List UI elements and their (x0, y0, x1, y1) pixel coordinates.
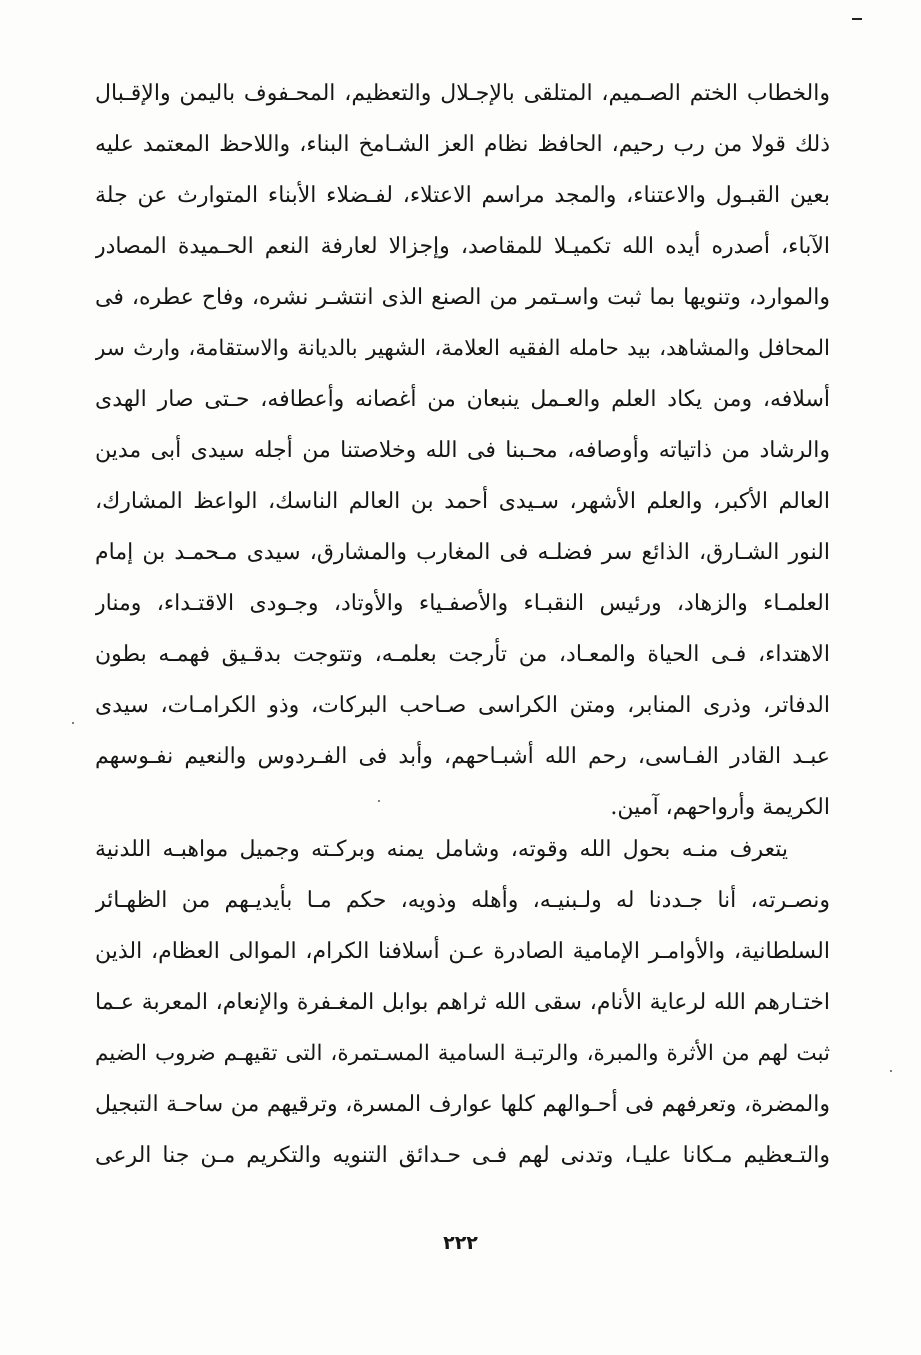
scan-speck (72, 722, 74, 724)
text-line: الدفاتر، وذرى المنابر، ومتن الكراسى صـاحب البركات، وذو الكرامـات، سيدى (95, 693, 830, 718)
text-line: المحافل والمشاهد، بيد حامله الفقيه العلامة، الشهير بالديانة والاستقامة، وارث سر (95, 336, 830, 361)
text-line: الآباء، أصدره أيده الله تكميـلا للمقاصد، وإجزالا لعارفة النعم الحـميدة المصادر (95, 234, 830, 259)
text-line: العالم الأكبر، والعلم الأشهر، سـيدى أحمد بن العالم الناسك، الواعظ المشارك، (95, 489, 830, 514)
text-line: الكريمة وأرواحهم، آمين. (610, 795, 830, 820)
text-line: والمضرة، وتعرفهم فى أحـوالهم كلها عوارف المسرة، وترقيهم من ساحـة التبجيل (95, 1092, 830, 1117)
paragraph-2 (95, 824, 830, 1181)
text-line: ونصـرته، أنا جـددنا له ولـبنيـه، وأهله وذويه، حكم مـا بأيديـهم من الظهـائر (95, 888, 830, 913)
text-line: ثبت لهم من الأثرة والمبرة، والرتبـة السامية المسـتمرة، التى تقيهـم ضروب الضيم (95, 1041, 830, 1066)
text-line: السلطانية، والأوامـر الإمامية الصادرة عـن أسلافنا الكرام، الموالى العظام، الذين (95, 939, 830, 964)
text-line: النور الشـارق، الذائع سر فضلـه فى المغارب والمشارق، سيدى مـحمـد بن إمام (95, 540, 830, 565)
text-line: والموارد، وتنويها بما ثبت واسـتمر من الصنع الذى انتشـر نشره، وفاح عطره، فى (95, 285, 830, 310)
text-line: أسلافه، ومن يكاد العلم والعـمل ينبعان من أغصانه وأعطافه، حـتى صار الهدى (95, 387, 830, 412)
text-line: العلمـاء والزهاد، ورئيس النقبـاء والأصفـياء والأوتاد، وجـودى الاقتـداء، ومنار (95, 591, 830, 616)
text-line: ذلك قولا من رب رحيم، الحافظ نظام العز الشـامخ البناء، واللاحظ المعتمد عليه (95, 132, 830, 157)
page-number: ٢٢٢ (443, 1232, 478, 1254)
text-line: والرشاد من ذاتياته وأوصافه، محـبنا فى الله وخلاصتنا من أجله سيدى أبى مدين (95, 438, 830, 463)
text-line: اختـارهم الله لرعاية الأنام، سقى الله ثراهم بوابل المغـفرة والإنعام، المعربة عـما (95, 990, 830, 1015)
scan-mark (852, 18, 862, 20)
text-line: عبـد القادر الفـاسى، رحم الله أشبـاحهم، وأبد فى الفـردوس والنعيم نفـوسهم (95, 744, 830, 769)
text-line: والخطاب الختم الصـميم، المتلقى بالإجـلال والتعظيم، المحـفوف باليمن والإقـبال (95, 81, 830, 106)
text-line: الاهتداء، فـى الحياة والمعـاد، من تأرجت بعلمـه، وتتوجت بدقـيق فهمـه بطون (95, 642, 830, 667)
text-line: بعين القبـول والاعتناء، والمجد مراسم الاعتلاء، لفـضلاء الأبناء المتوارث عن جلة (95, 183, 830, 208)
text-line: والتـعظيم مـكانا عليـا، وتدنى لهم فـى حـدائق التنويه والتكريم مـن جنا الرعى (95, 1143, 830, 1168)
text-line: يتعرف منـه بحول الله وقوته، وشامل يمنه وبركـته وجميل مواهبـه اللدنية (95, 837, 788, 862)
scan-speck (890, 1070, 892, 1072)
paragraph-1 (95, 68, 830, 833)
